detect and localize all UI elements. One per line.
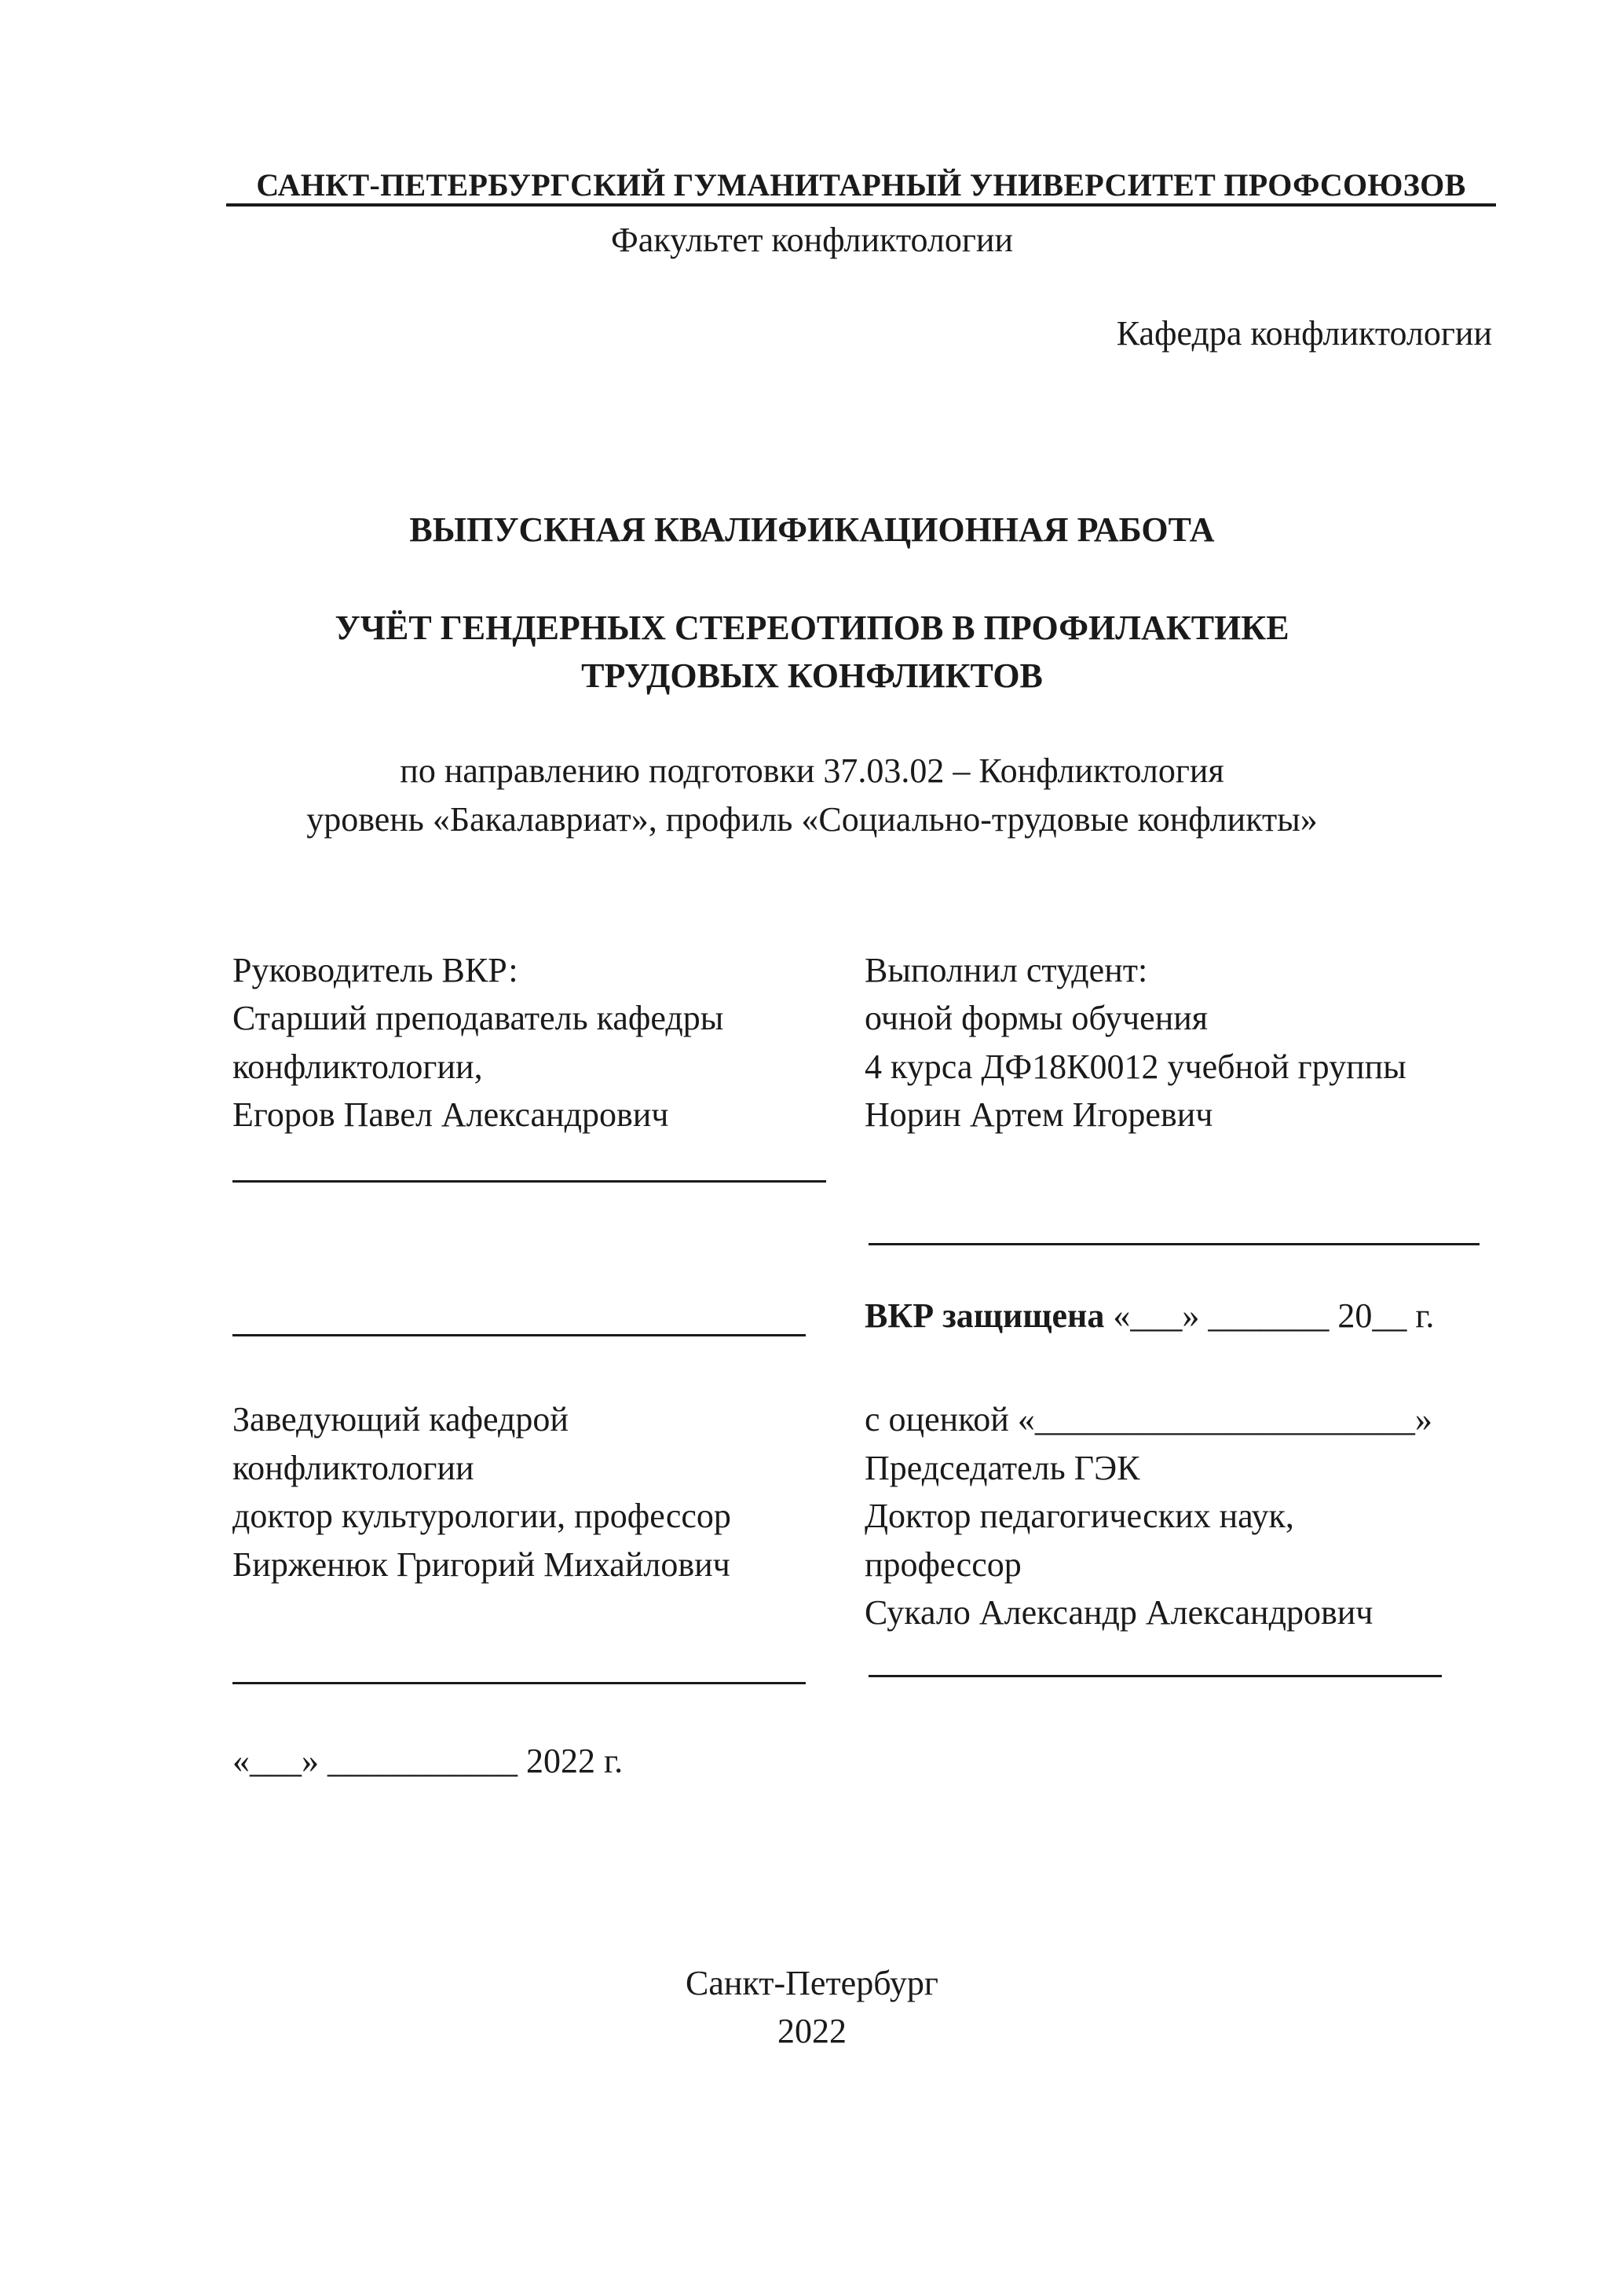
head-of-chair-signature-line — [232, 1682, 806, 1684]
head-of-chair-name: Бирженюк Григорий Михайлович — [232, 1545, 730, 1584]
defense-row — [865, 1296, 1435, 1335]
study-direction-line-2: уровень «Бакалавриат», профиль «Социально-трудовые конфликты» — [306, 800, 1318, 839]
defense-label: ВКР защищена — [865, 1296, 1105, 1335]
gek-chair-name: Сукало Александр Александрович — [865, 1593, 1373, 1632]
student-group: 4 курса ДФ18К0012 учебной группы — [865, 1047, 1406, 1086]
university-name: САНКТ-ПЕТЕРБУРГСКИЙ ГУМАНИТАРНЫЙ УНИВЕРСИТЕТ ПРОФСОЮЗОВ — [256, 167, 1466, 203]
supervisor-position-1: Старший преподаватель кафедры — [232, 999, 724, 1037]
year: 2022 — [777, 2012, 847, 2050]
supervisor-position-2: конфликтологии, — [232, 1047, 483, 1086]
student-name: Норин Артем Игоревич — [865, 1095, 1213, 1134]
faculty-name: Факультет конфликтологии — [610, 221, 1013, 259]
defense-grade: с оценкой «______________________» — [865, 1400, 1432, 1439]
study-direction-line-1: по направлению подготовки 37.03.02 – Конфликтология — [400, 751, 1224, 790]
thesis-topic-line-2: ТРУДОВЫХ КОНФЛИКТОВ — [581, 656, 1043, 695]
supervisor-label: Руководитель ВКР: — [232, 951, 518, 989]
head-of-chair-position-1: Заведующий кафедрой — [232, 1400, 569, 1439]
gek-chair-degree: Доктор педагогических наук, — [865, 1497, 1294, 1535]
approval-date: «___» ___________ 2022 г. — [232, 1742, 624, 1780]
supervisor-date-line — [232, 1334, 806, 1336]
defense-date: «___» _______ 20__ г. — [1104, 1296, 1435, 1335]
student-label: Выполнил студент: — [865, 951, 1148, 989]
head-of-chair-position-2: конфликтологии — [232, 1449, 474, 1487]
chair-name: Кафедра конфликтологии — [1116, 314, 1492, 353]
gek-chair-title: профессор — [865, 1545, 1022, 1584]
supervisor-name: Егоров Павел Александрович — [232, 1095, 669, 1134]
student-study-form: очной формы обучения — [865, 999, 1209, 1037]
city: Санкт-Петербург — [686, 1964, 938, 2002]
gek-chair-signature-line — [869, 1675, 1442, 1677]
student-signature-line — [869, 1243, 1480, 1245]
thesis-topic-line-1: УЧЁТ ГЕНДЕРНЫХ СТЕРЕОТИПОВ В ПРОФИЛАКТИКЕ — [335, 609, 1289, 647]
document-type: ВЫПУСКНАЯ КВАЛИФИКАЦИОННАЯ РАБОТА — [409, 510, 1215, 549]
head-of-chair-degree: доктор культурологии, профессор — [232, 1497, 731, 1535]
gek-chair-position: Председатель ГЭК — [865, 1449, 1140, 1487]
supervisor-signature-line — [232, 1180, 826, 1183]
header-divider — [226, 203, 1496, 207]
